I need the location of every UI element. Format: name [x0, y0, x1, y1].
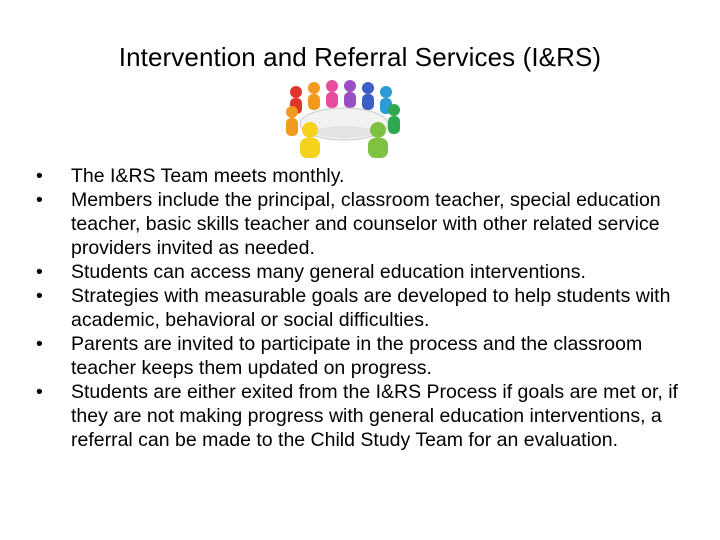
bullet-glyph: • [36, 261, 43, 283]
bullet-glyph: • [36, 333, 43, 355]
bullet-glyph: • [36, 189, 43, 211]
bullet-item [36, 260, 686, 284]
bullet-item [36, 284, 686, 332]
bullet-glyph: • [36, 285, 43, 307]
bullet-glyph: • [36, 381, 43, 403]
bullet-item [36, 164, 686, 188]
bullet-text: Students can access many general education interventions. [71, 261, 586, 283]
bullet-list [36, 164, 686, 452]
bullet-text: Parents are invited to participate in the process and the classroom teacher keeps them updated on progress. [71, 333, 643, 379]
bullet-item [36, 188, 686, 260]
team-around-table-icon [282, 80, 407, 162]
bullet-item [36, 380, 686, 452]
bullet-text: Students are either exited from the I&RS Process if goals are met or, if they are not making progress with general education interventions, a referral can be made to the Child Study Team for an evaluation. [71, 381, 678, 451]
bullet-glyph: • [36, 165, 43, 187]
bullet-text: The I&RS Team meets monthly. [71, 165, 345, 187]
bullet-item [36, 332, 686, 380]
bullet-text: Members include the principal, classroom teacher, special education teacher, basic skills teacher and counselor with other related service providers invited as needed. [71, 189, 661, 259]
bullet-text: Strategies with measurable goals are developed to help students with academic, behavioral or social difficulties. [71, 285, 671, 331]
slide-title: Intervention and Referral Services (I&RS) [118, 42, 602, 72]
